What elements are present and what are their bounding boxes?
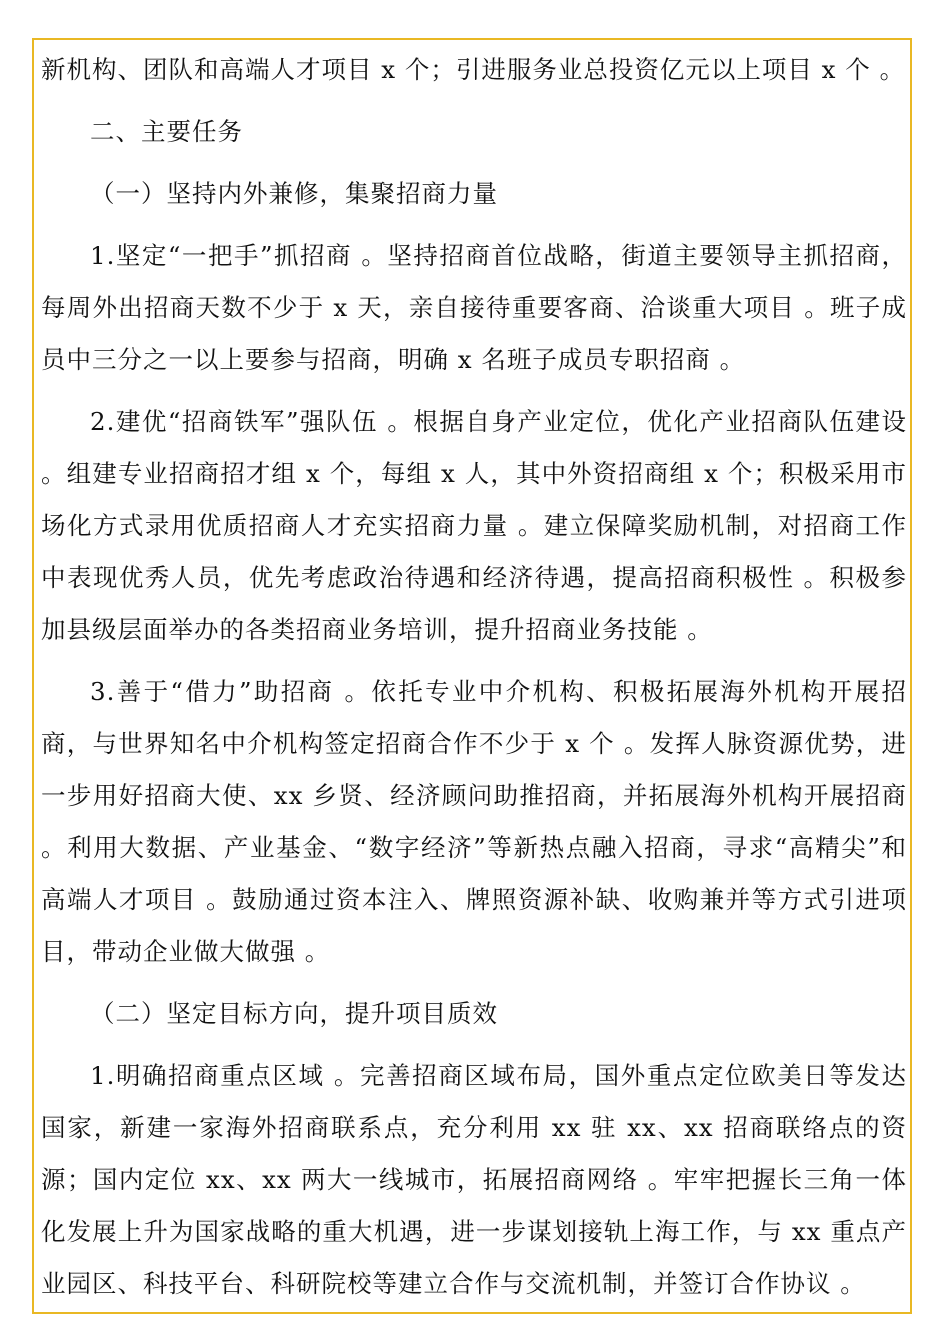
subsection-heading-2: （二）坚定目标方向，提升项目质效 — [90, 999, 498, 1028]
document-body — [41, 44, 907, 1310]
paragraph-continued-goals: 新机构、团队和高端人才项目 x 个；引进服务业总投资亿元以上项目 x 个 。 — [41, 55, 906, 84]
section-heading-main-tasks: 二、主要任务 — [90, 117, 243, 146]
subsection-heading-1: （一）坚持内外兼修，集聚招商力量 — [90, 179, 498, 208]
paragraph-item-1-3: 3.善于“借力”助招商 。依托专业中介机构、积极拓展海外机构开展招商，与世界知名中介机构签定招商合作不少于 x 个 。发挥人脉资源优势，进一步用好招商大使、xx 乡贤、经济顾问助推招商，并拓展海外机构开展招商 。利用大数据、产业基金、“数字经济”等新热点融入招商，寻求“高精尖”和高端人才项目 。鼓励通过资本注入、牌照资源补缺、收购兼并等方式引进项目，带动企业做大做强 。 — [41, 677, 907, 966]
paragraph-item-1-2: 2.建优“招商铁军”强队伍 。根据自身产业定位，优化产业招商队伍建设 。组建专业招商招才组 x 个，每组 x 人，其中外资招商组 x 个；积极采用市场化方式录用优质招商人才充实招商力量 。建立保障奖励机制，对招商工作中表现优秀人员，优先考虑政治待遇和经济待遇，提高招商积极性 。积极参加县级层面举办的各类招商业务培训，提升招商业务技能 。 — [41, 407, 907, 644]
paragraph-item-2-1: 1.明确招商重点区域 。完善招商区域布局，国外重点定位欧美日等发达国家，新建一家海外招商联系点，充分利用 xx 驻 xx、xx 招商联络点的资源；国内定位 xx、xx 两大一线城市，拓展招商网络 。牢牢把握长三角一体化发展上升为国家战略的重大机遇，进一步谋划接轨上海工作，与 xx 重点产业园区、科技平台、科研院校等建立合作与交流机制，并签订合作协议 。 — [41, 1061, 907, 1298]
paragraph-item-1-1: 1.坚定“一把手”抓招商 。坚持招商首位战略，街道主要领导主抓招商，每周外出招商天数不少于 x 天，亲自接待重要客商、洽谈重大项目 。班子成员中三分之一以上要参与招商，明确 x 名班子成员专职招商 。 — [41, 241, 907, 374]
